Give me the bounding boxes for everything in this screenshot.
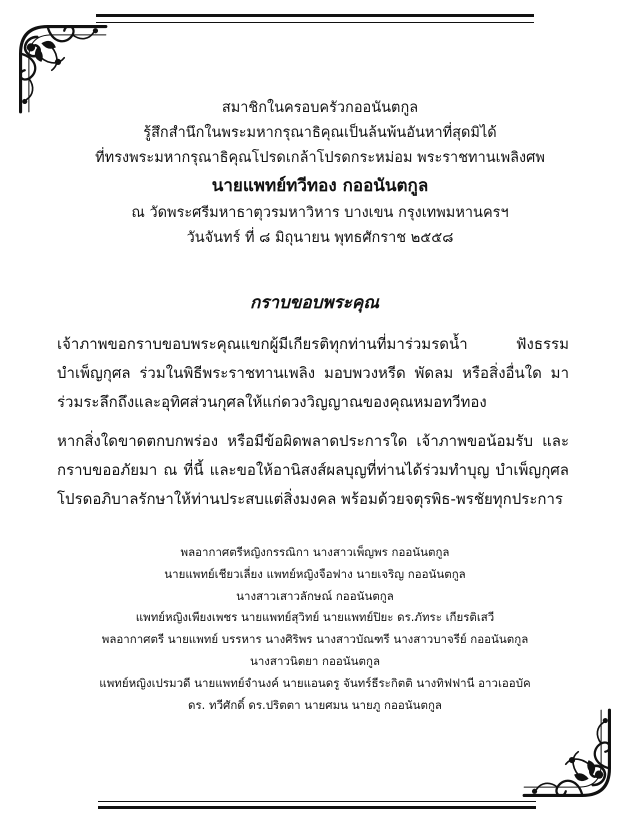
family-line: ดร. ทวีศักดิ์ ดร.ปริตตา นายศมน นายภู กออนันตกูล (188, 697, 442, 712)
family-signatures (60, 542, 570, 716)
family-line: แพทย์หญิงเพียงเพชร นายแพทย์สุวิทย์ นายแพทย์ปิยะ ดร.ภัทระ เกียรติเสวี (135, 610, 495, 625)
thank-you-body (57, 330, 569, 514)
header-royal-cremation-line: ที่ทรงพระมหากรุณาธิคุณโปรดเกล้าโปรดกระหม่อม พระราชทานเพลิงศพ (95, 150, 545, 166)
paragraph-gratitude: เจ้าภาพขอกราบขอบพระคุณแขกผู้มีเกียรติทุกท่านที่มาร่วมรดน้ำ ฟังธรรม บำเพ็ญกุศล ร่วมในพิธีพระราชทานเพลิง มอบพวงหรีด พัดลม หรือสิ่งอื่นใด มาร่วมระลึกถึงและอุทิศส่วนกุศลให้แก่ดวงวิญญาณของคุณหมอทวีทอง (57, 335, 569, 411)
family-line: พลอากาศตรีหญิงกรรณิกา นางสาวเพ็ญพร กออนันตกูล (180, 545, 450, 559)
header-family-line: สมาชิกในครอบครัวกออนันตกูล (221, 100, 419, 116)
deceased-name: นายแพทย์ทวีทอง กออนันตกูล (211, 176, 429, 196)
header-gratitude-line: รู้สึกสำนึกในพระมหากรุณาธิคุณเป็นล้นพ้นอันหาที่สุดมิได้ (143, 125, 497, 141)
family-line: นางสาวนิตยา กออนันตกูล (249, 653, 381, 668)
paragraph-apology: หากสิ่งใดขาดตกบกพร่อง หรือมีข้อผิดพลาดประการใด เจ้าภาพขอน้อมรับ และกราบขออภัยมา ณ ที่นี้ และขอให้อานิสงส์ผลบุญที่ท่านได้ร่วมทำบุญ บำเพ็ญกุศล โปรดอภิบาลรักษาให้ท่านประสบแต่สิ่งมงคล พร้อมด้วยจตุรพิธ-พรชัยทุกประการ (57, 432, 569, 508)
ceremony-place: ณ วัดพระศรีมหาธาตุวรมหาวิหาร บางเขน กรุงเทพมหานครฯ (131, 205, 509, 221)
ceremony-date: วันจันทร์ ที่ ๘ มิถุนายน พุทธศักราช ๒๕๕๘ (186, 230, 454, 246)
thank-you-title: กราบขอบพระคุณ (250, 293, 379, 313)
top-border-line-thick (96, 14, 534, 17)
header-block (60, 96, 580, 251)
top-border-line-thin (96, 22, 534, 23)
bottom-border-line-thin (98, 801, 536, 802)
corner-scroll-ornament-icon (520, 706, 624, 810)
family-line: นางสาวเสาวลักษณ์ กออนันตกูล (236, 588, 394, 603)
family-line: นายแพทย์เชียวเลี่ยง แพทย์หญิงจือฟาง นายเจริญ กออนันตกูล (164, 566, 466, 581)
family-line: พลอากาศตรี นายแพทย์ บรรหาร นางศิริพร นางสาวบัณฑรี นางสาวบาจรีย์ กออนันตกูล (101, 632, 529, 647)
bottom-border-line-thick (98, 806, 536, 809)
family-line: แพทย์หญิงเปรมวดี นายแพทย์จำนงค์ นายแอนดรู จันทร์ธีระกิตติ นางทิฟฟานี อาวเออบัค (99, 675, 531, 690)
